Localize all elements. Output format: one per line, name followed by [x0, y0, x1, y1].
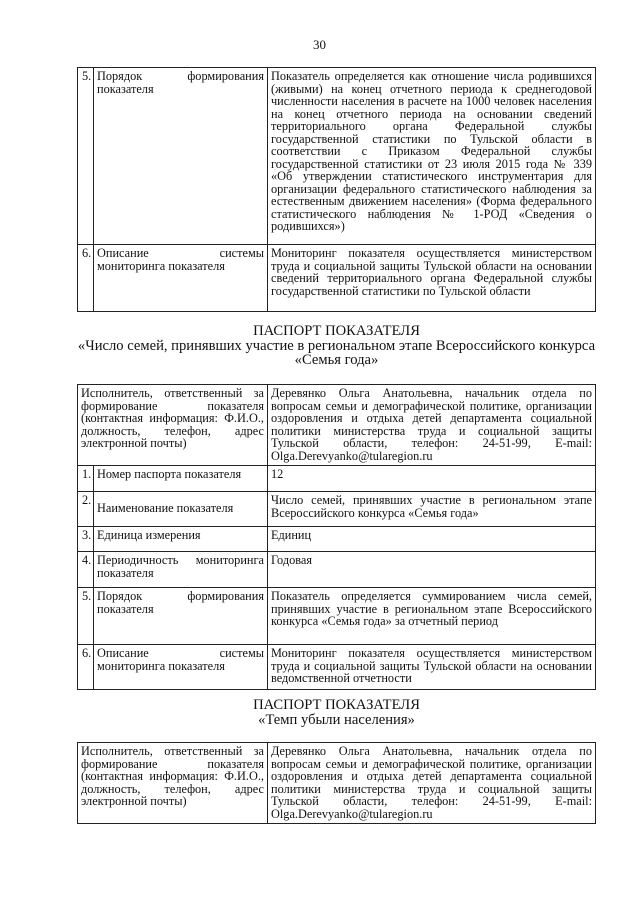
page-number: 30	[313, 37, 326, 52]
executor-value: Деревянко Ольга Анатольевна, начальник отдела по вопросам семьи и демографической политике, организации оздоровления и отдыха детей департамента социальной политики министерства труда и социальной защиты Тульской области, телефон: 24-51-99, E-mail: Olga.Derevyanko@tularegion.ru	[268, 385, 596, 466]
row-value: Единиц	[268, 527, 596, 552]
row-value: Мониторинг показателя осуществляется министерством труда и социальной защиты Тульской области на основании сведений территориального органа Федеральной службы государственной статистики по Тульской области	[268, 245, 596, 312]
row-value: Мониторинг показателя осуществляется министерством труда и социальной защиты Тульской области на основании ведомственной отчетности	[268, 645, 596, 690]
table-row	[78, 245, 596, 312]
passport-subheading: «Темп убыли населения»	[258, 712, 415, 728]
table-row	[78, 492, 596, 527]
row-number: 6.	[78, 645, 94, 690]
row-value: Показатель определяется суммированием числа семей, принявших участие в региональном этапе Всероссийского конкурса «Семья года» за отчетный период	[268, 588, 596, 645]
row-value: Показатель определяется как отношение числа родившихся (живыми) на конец отчетного периода к среднегодовой численности населения в расчете на 1000 человек населения на конец отчетного периода на основании сведений территориального органа Федеральной службы государственной статистики по Тульской области в соответствии с Приказом Федеральной службы государственной статистики от 23 июля 2015 года № 339 «Об утверждении статистического инструментария для организации федерального статистического наблюдения за естественным движением населения» (Форма федерального статистического наблюдения № 1-РОД «Сведения о родившихся»)	[268, 68, 596, 245]
table-row	[78, 645, 596, 690]
row-number: 6.	[78, 245, 94, 312]
row-label: Описание системы мониторинга показателя	[94, 645, 268, 690]
row-value: Число семей, принявших участие в региональном этапе Всероссийского конкурса «Семья года»	[268, 492, 596, 527]
row-label: Единица измерения	[94, 527, 268, 552]
row-number: 4.	[78, 552, 94, 588]
row-number: 2.	[78, 492, 94, 527]
executor-label: Исполнитель, ответственный за формирование показателя (контактная информация: Ф.И.О., должность, телефон, адрес электронной почты)	[78, 385, 268, 466]
row-label: Порядок формирования показателя	[94, 588, 268, 645]
table-row	[78, 527, 596, 552]
executor-row	[78, 743, 596, 824]
passport-table	[77, 384, 596, 690]
table-row	[78, 466, 596, 492]
table-row	[78, 588, 596, 645]
table-row	[78, 68, 596, 245]
passport-table-continued	[77, 67, 596, 312]
row-number: 5.	[78, 68, 94, 245]
row-number: 3.	[78, 527, 94, 552]
row-number: 5.	[78, 588, 94, 645]
passport-heading: ПАСПОРТ ПОКАЗАТЕЛЯ	[253, 697, 420, 713]
row-label: Номер паспорта показателя	[94, 466, 268, 492]
row-value: Годовая	[268, 552, 596, 588]
passport-heading: ПАСПОРТ ПОКАЗАТЕЛЯ	[253, 323, 420, 339]
passport-table	[77, 742, 596, 824]
executor-label: Исполнитель, ответственный за формирование показателя (контактная информация: Ф.И.О., должность, телефон, адрес электронной почты)	[78, 743, 268, 824]
row-label: Наименование показателя	[94, 492, 268, 527]
passport-subheading: «Число семей, принявших участие в региональном этапе Всероссийского конкурса «Семья года»	[77, 338, 596, 368]
row-label: Периодичность мониторинга показателя	[94, 552, 268, 588]
row-label: Порядок формирования показателя	[94, 68, 268, 245]
row-value: 12	[268, 466, 596, 492]
row-label: Описание системы мониторинга показателя	[94, 245, 268, 312]
row-number: 1.	[78, 466, 94, 492]
executor-row	[78, 385, 596, 466]
table-row	[78, 552, 596, 588]
executor-value: Деревянко Ольга Анатольевна, начальник отдела по вопросам семьи и демографической политике, организации оздоровления и отдыха детей департамента социальной политики министерства труда и социальной защиты Тульской области, телефон: 24-51-99, E-mail: Olga.Derevyanko@tularegion.ru	[268, 743, 596, 824]
